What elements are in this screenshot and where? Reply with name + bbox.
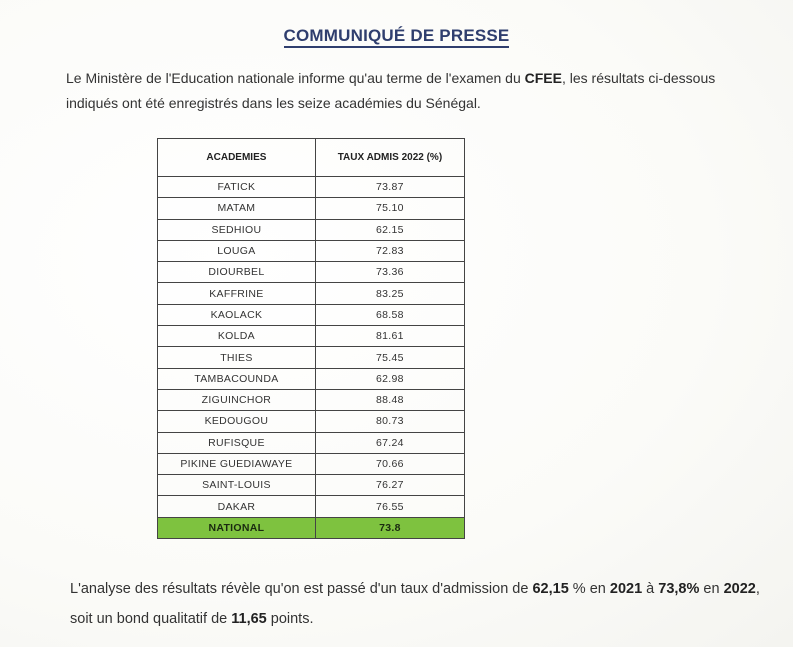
intro-paragraph (66, 66, 746, 116)
academie-name: PIKINE GUEDIAWAYE (158, 453, 316, 474)
analysis-year-2021: 2021 (609, 581, 643, 597)
table-row (158, 326, 465, 347)
academie-name: SEDHIOU (158, 219, 316, 240)
taux-admis-value: 73.36 (315, 262, 464, 283)
academie-name: KOLDA (158, 326, 316, 347)
academie-name: KAOLACK (158, 304, 316, 325)
table-row (158, 389, 465, 410)
analysis-text-6: points. (266, 611, 314, 627)
academie-name: KEDOUGOU (158, 411, 316, 432)
analysis-text-5: , soit un bond qualitatif de (70, 581, 760, 627)
taux-admis-value: 70.66 (315, 453, 464, 474)
intro-exam-name: CFEE (524, 70, 562, 86)
taux-admis-value: 75.10 (315, 198, 464, 219)
analysis-year-2022: 2022 (723, 581, 756, 597)
analysis-text-2: % en (568, 581, 610, 597)
analysis-text-4: en (699, 581, 724, 597)
table-header-row (158, 139, 465, 177)
taux-admis-value: 88.48 (315, 389, 464, 410)
intro-text-2: , les résultats ci-dessous indiqués ont été enregistrés dans les seize académies du Sénégal. (66, 70, 716, 111)
table-row (158, 411, 465, 432)
academie-name: RUFISQUE (158, 432, 316, 453)
taux-admis-value: 73.87 (315, 177, 464, 198)
taux-admis-value: 76.27 (315, 475, 464, 496)
taux-admis-value: 62.98 (315, 368, 464, 389)
results-table (157, 138, 465, 539)
table-row (158, 198, 465, 219)
analysis-text-1: L'analyse des résultats révèle qu'on est passé d'un taux d'admission de (70, 581, 533, 597)
table-row (158, 347, 465, 368)
academie-name: DAKAR (158, 496, 316, 517)
analysis-text-3: à (642, 581, 659, 597)
page-title (0, 26, 793, 46)
table-row (158, 432, 465, 453)
table-row (158, 240, 465, 261)
page-title-text: COMMUNIQUÉ DE PRESSE (284, 26, 510, 48)
taux-admis-value: 62.15 (315, 219, 464, 240)
table-row (158, 368, 465, 389)
national-row (158, 517, 465, 538)
academie-name: KAFFRINE (158, 283, 316, 304)
academie-name: SAINT-LOUIS (158, 475, 316, 496)
table-row (158, 453, 465, 474)
national-rate: 73.8 (315, 517, 464, 538)
table-row (158, 475, 465, 496)
taux-admis-value: 80.73 (315, 411, 464, 432)
header-taux-admis: TAUX ADMIS 2022 (%) (315, 139, 464, 177)
analysis-rate-2022: 73,8% (658, 581, 700, 597)
taux-admis-value: 83.25 (315, 283, 464, 304)
table-row (158, 496, 465, 517)
analysis-paragraph (70, 574, 760, 634)
table-row (158, 219, 465, 240)
taux-admis-value: 76.55 (315, 496, 464, 517)
taux-admis-value: 75.45 (315, 347, 464, 368)
academie-name: MATAM (158, 198, 316, 219)
table-row (158, 262, 465, 283)
academie-name: ZIGUINCHOR (158, 389, 316, 410)
intro-text-1: Le Ministère de l'Education nationale informe qu'au terme de l'examen du (66, 70, 525, 86)
table-row (158, 283, 465, 304)
analysis-rate-2021: 62,15 (532, 581, 569, 597)
academie-name: LOUGA (158, 240, 316, 261)
taux-admis-value: 72.83 (315, 240, 464, 261)
cut-off-next-line (60, 641, 760, 647)
taux-admis-value: 68.58 (315, 304, 464, 325)
academie-name: FATICK (158, 177, 316, 198)
results-body (158, 177, 465, 518)
national-label: NATIONAL (158, 517, 316, 538)
header-academies: ACADEMIES (158, 139, 316, 177)
analysis-gain: 11,65 (231, 611, 267, 627)
table-row (158, 177, 465, 198)
academie-name: DIOURBEL (158, 262, 316, 283)
table-row (158, 304, 465, 325)
academie-name: THIES (158, 347, 316, 368)
taux-admis-value: 67.24 (315, 432, 464, 453)
academie-name: TAMBACOUNDA (158, 368, 316, 389)
taux-admis-value: 81.61 (315, 326, 464, 347)
